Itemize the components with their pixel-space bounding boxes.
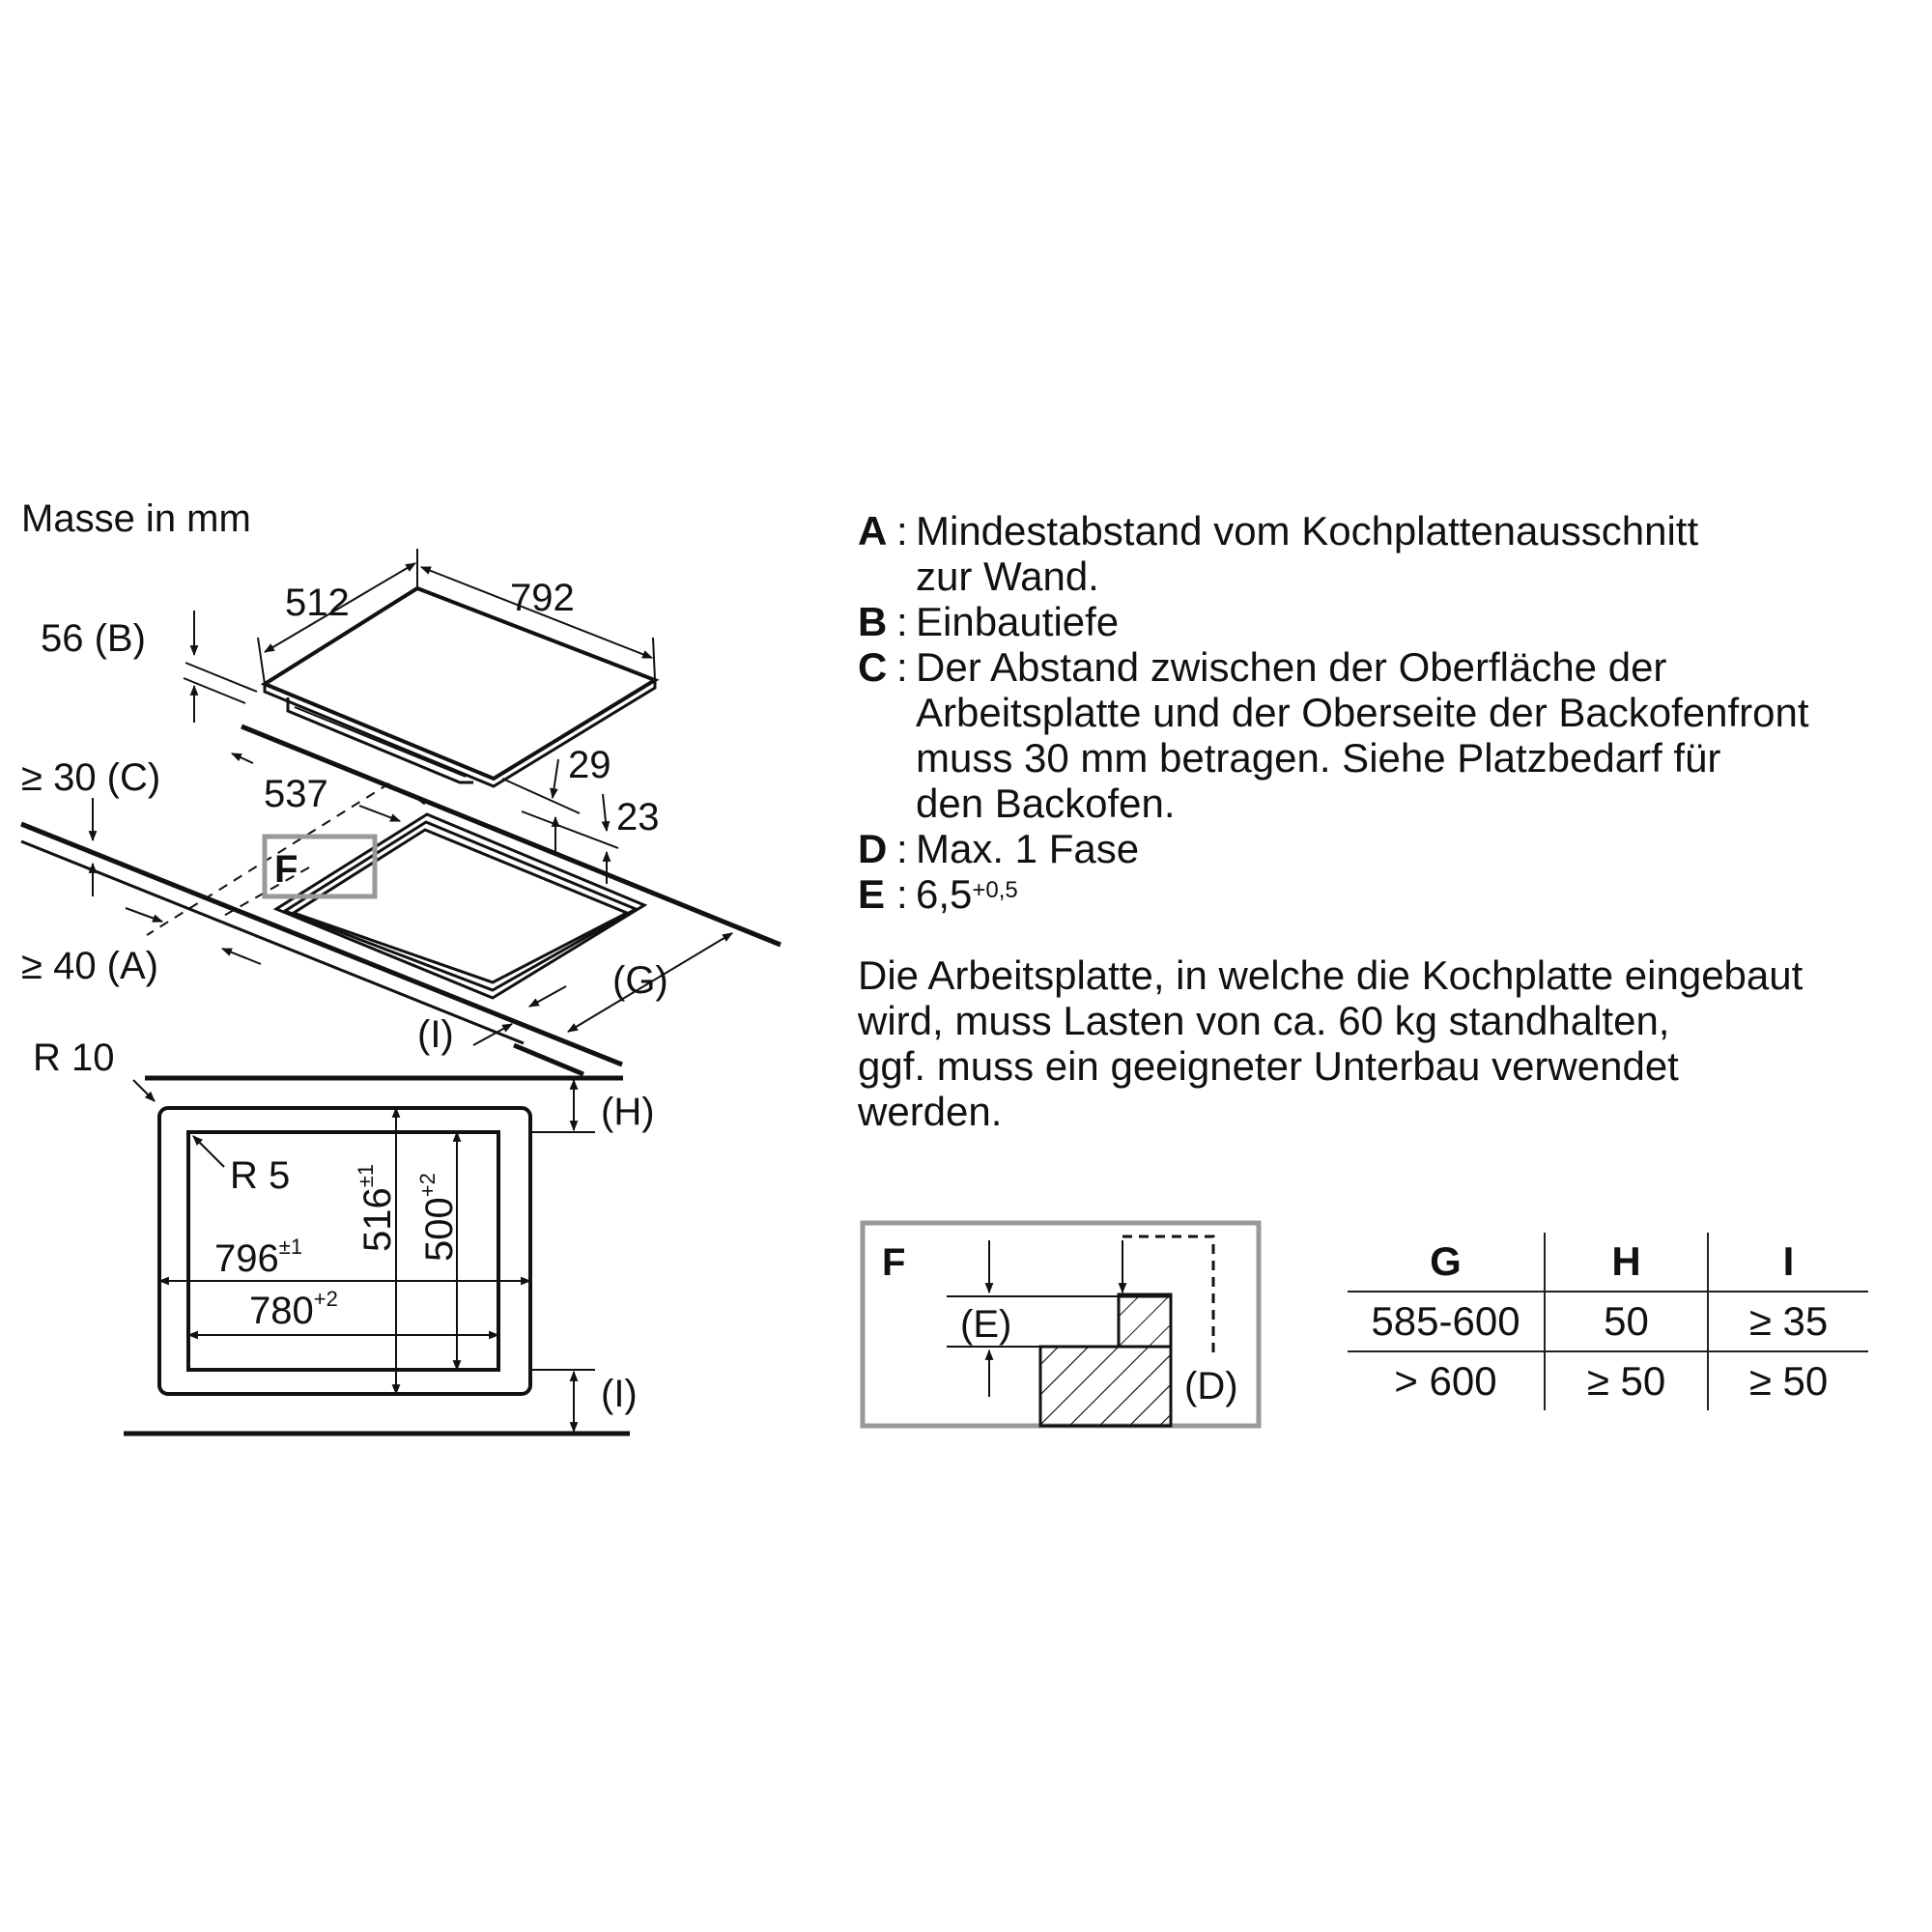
table-header: I <box>1708 1233 1868 1292</box>
legend-item-d: D : Max. 1 Fase <box>858 826 1930 871</box>
label-r5: R 5 <box>230 1154 291 1197</box>
dim-796: $796^{\pm 1}$ <box>214 1235 303 1280</box>
dim-a: ≥ 40 (A) <box>21 945 158 987</box>
detail-f-marker-label: F <box>274 848 298 891</box>
dim-i-iso: (I) <box>417 1013 454 1056</box>
legend-key: B <box>858 599 888 644</box>
clearance-table <box>1348 1233 1868 1410</box>
dim-792: 792 <box>510 577 575 619</box>
dim-h: (H) <box>601 1091 655 1133</box>
table-cell: > 600 <box>1348 1351 1545 1410</box>
dim-i-plan: (I) <box>601 1373 638 1415</box>
table-cell: 50 <box>1545 1292 1708 1351</box>
legend-key: E <box>858 871 886 917</box>
dim-c: ≥ 30 (C) <box>21 756 161 799</box>
table-row <box>1348 1351 1868 1410</box>
dim-g: (G) <box>612 959 668 1002</box>
dim-780: $780^{+2}$ <box>249 1287 338 1332</box>
detail-e-label: (E) <box>960 1303 1012 1346</box>
dim-b: 56 (B) <box>41 617 146 660</box>
detail-f-title: F <box>882 1241 906 1284</box>
load-note: Die Arbeitsplatte, in welche die Kochplatte eingebaut wird, muss Lasten von ca. 60 kg standhalten, ggf. muss ein geeigneter Unterbau verwendet werden. <box>858 952 1804 1134</box>
legend-text: Mindestabstand vom Kochplattenausschnitt zur Wand. <box>916 508 1699 599</box>
table-cell: 585-600 <box>1348 1292 1545 1351</box>
dim-537: 537 <box>264 773 328 815</box>
table-cell: ≥ 35 <box>1708 1292 1868 1351</box>
legend-item-a: A : Mindestabstand vom Kochplattenausschnitt zur Wand. <box>858 508 1930 599</box>
legend-key: C <box>858 644 888 690</box>
legend-item-b: B : Einbautiefe <box>858 599 1930 644</box>
table-cell: ≥ 50 <box>1545 1351 1708 1410</box>
table-row <box>1348 1292 1868 1351</box>
detail-f <box>863 1223 1259 1426</box>
dim-500: $500^{+2}$ <box>415 1173 461 1262</box>
table-header: G <box>1430 1238 1462 1284</box>
legend-item-e: E : $6,5^{+0,5}$ <box>858 871 1018 917</box>
legend-item-c: C : Der Abstand zwischen der Oberfläche der Arbeitsplatte und der Oberseite der Backofenfront muss 30 mm betragen. Siehe Platzbedarf für den Backofen. <box>858 644 1930 826</box>
dim-516: $516^{\pm 1}$ <box>354 1163 399 1252</box>
table-header-row <box>1348 1233 1868 1292</box>
detail-d-label: (D) <box>1184 1365 1238 1407</box>
cutout-plan <box>33 1037 655 1434</box>
legend-text: Der Abstand zwischen der Oberfläche der Arbeitsplatte und der Oberseite der Backofenfront muss 30 mm betragen. Siehe Platzbedarf für den Backofen. <box>916 644 1809 826</box>
legend-text: Einbautiefe <box>916 599 1120 644</box>
label-r10: R 10 <box>33 1037 115 1079</box>
legend-tolerance: +0,5 <box>972 877 1018 903</box>
legend-text: Max. 1 Fase <box>916 826 1140 871</box>
legend-key: A <box>858 508 888 554</box>
dim-29: 29 <box>568 744 611 786</box>
legend-key: D <box>858 826 888 871</box>
isometric-view <box>21 549 781 1074</box>
units-title: Masse in mm <box>21 497 251 540</box>
legend <box>858 508 1930 917</box>
dim-512: 512 <box>285 582 350 624</box>
dim-23: 23 <box>616 796 660 838</box>
table-header: H <box>1545 1233 1708 1292</box>
legend-text: 6,5 <box>916 871 973 917</box>
table-cell: ≥ 50 <box>1708 1351 1868 1410</box>
